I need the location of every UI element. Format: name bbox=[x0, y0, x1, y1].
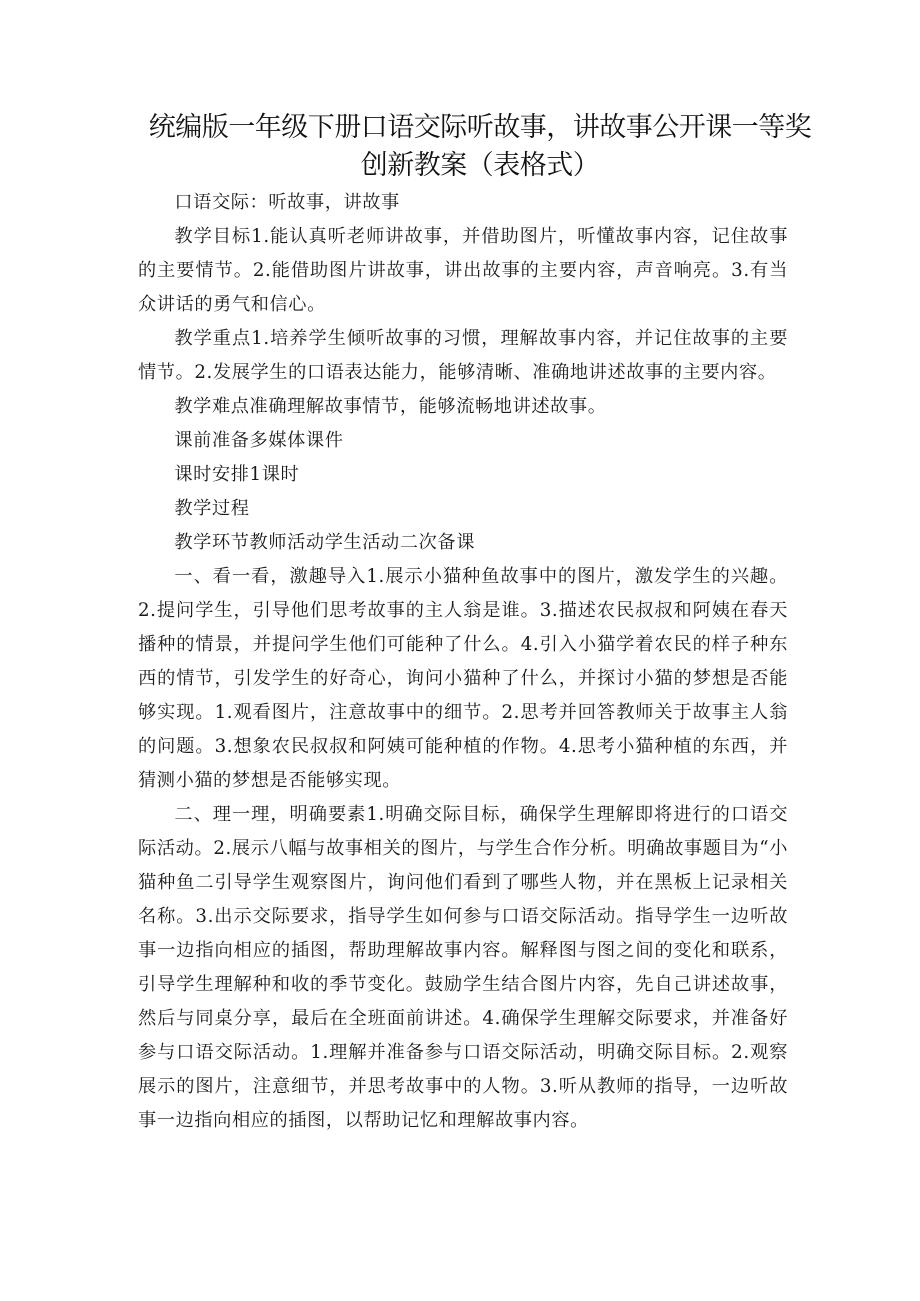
preparation: 课前准备多媒体课件 bbox=[174, 430, 344, 451]
teaching-process-heading: 教学过程 bbox=[174, 498, 250, 519]
teaching-key-points: 教学重点1.培养学生倾听故事的习惯，理解故事内容，并记住故事的主要情节。2.发展学生的口语表达能力，能够清晰、准确地讲述故事的主要内容。 bbox=[138, 328, 788, 383]
document-title-line-2: 创新教案（表格式） bbox=[360, 150, 600, 181]
document-title-line-1: 统编版一年级下册口语交际听故事，讲故事公开课一等奖 bbox=[148, 112, 812, 143]
stage-two: 二、理一理，明确要素1.明确交际目标，确保学生理解即将进行的口语交际活动。2.展示八幅与故事相关的图片，与学生合作分析。明确故事题目为“小猫种鱼二引导学生观察图片，询问他们看到了哪些人物，并在黑板上记录相关名称。3.出示交际要求，指导学生如何参与口语交际活动。指导学生一边听故事一边指向相应的插图，帮助理解故事内容。解释图与图之间的变化和联系，引导学生理解种和收的季节变化。鼓励学生结合图片内容，先自己讲述故事，然后与同桌分享，最后在全班面前讲述。4.确保学生理解交际要求，并准备好参与口语交际活动。1.理解并准备参与口语交际活动，明确交际目标。2.观察展示的图片，注意细节，并思考故事中的人物。3.听从教师的指导，一边听故事一边指向相应的插图，以帮助记忆和理解故事内容。 bbox=[138, 804, 788, 1131]
class-hours: 课时安排1课时 bbox=[174, 464, 300, 485]
stage-one: 一、看一看，激趣导入1.展示小猫种鱼故事中的图片，激发学生的兴趣。2.提问学生，引导他们思考故事的主人翁是谁。3.描述农民叔叔和阿姨在春天播种的情景，并提问学生他们可能种了什么。4.引入小猫学着农民的样子种东西的情节，引发学生的好奇心，询问小猫种了什么，并探讨小猫的梦想是否能够实现。1.观看图片，注意故事中的细节。2.思考并回答教师关于故事主人翁的问题。3.想象农民叔叔和阿姨可能种植的作物。4.思考小猫种植的东西，并猜测小猫的梦想是否能够实现。 bbox=[138, 566, 788, 791]
teaching-objectives: 教学目标1.能认真听老师讲故事，并借助图片，听懂故事内容，记住故事的主要情节。2.能借助图片讲故事，讲出故事的主要内容，声音响亮。3.有当众讲话的勇气和信心。 bbox=[138, 226, 788, 315]
section-heading: 口语交际：听故事，讲故事 bbox=[174, 192, 400, 213]
teaching-difficulties: 教学难点准确理解故事情节，能够流畅地讲述故事。 bbox=[174, 396, 607, 417]
document-body bbox=[138, 186, 788, 1138]
table-header-row: 教学环节教师活动学生活动二次备课 bbox=[174, 532, 475, 553]
